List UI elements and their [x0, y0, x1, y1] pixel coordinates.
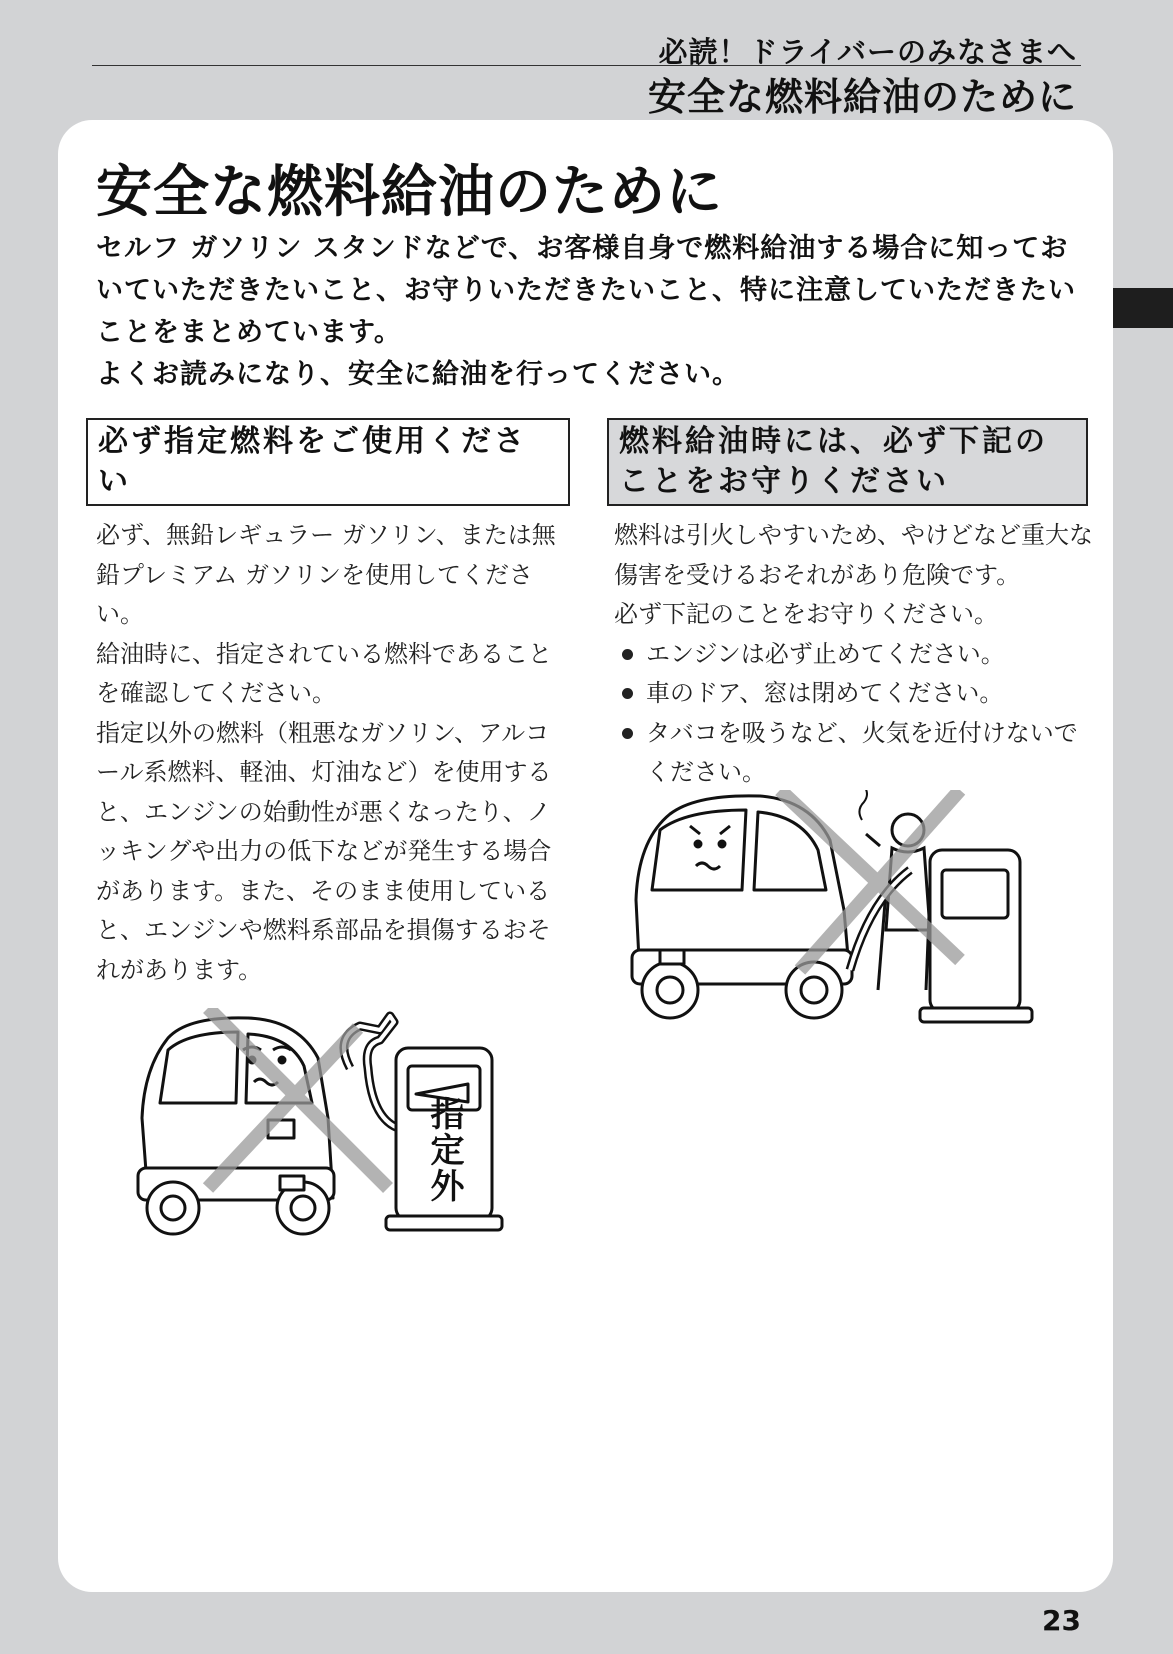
fuel-type-paragraph-3: 指定以外の燃料（粗悪なガソリン、アルコール系燃料、軽油、灯油など）を使用すると、エンジンの始動性が悪くなったり、ノッキングや出力の低下などが発生する場合があります。また、そのまま使用していると、エンジンや燃料系部品を損傷するおそれがあります。 [96, 718, 552, 984]
fuel-type-paragraph-1: 必ず、無鉛レギュラー ガソリン、または無鉛プレミアム ガソリンを使用してください。 [96, 521, 556, 628]
refuel-rules-paragraph-2: 必ず下記のことをお守りください。 [614, 600, 998, 628]
fuel-type-paragraph-2: 給油時に、指定されている燃料であることを確認してください。 [96, 639, 552, 707]
refuel-rule-item: エンジンは必ず止めてください。 [614, 635, 1094, 675]
intro-paragraph: セルフ ガソリン スタンドなどで、お客様自身で燃料給油する場合に知っておいていただきたいこと、お守りいただきたいこと、特に注意していただきたいことをまとめています。 [96, 233, 1076, 348]
header-title: 安全な燃料給油のために [647, 75, 1077, 119]
worried-car-icon [138, 1018, 334, 1234]
fuel-type-body [96, 516, 566, 990]
no-smoking-refuel-illustration [630, 790, 1090, 1040]
refuel-rule-item: タバコを吸うなど、火気を近付けないでください。 [614, 714, 1094, 793]
refuel-rules-paragraph-1: 燃料は引火しやすいため、やけどなど重大な傷害を受けるおそれがあり危険です。 [614, 521, 1094, 589]
refuel-rule-item: 車のドア、窓は閉めてください。 [614, 674, 1094, 714]
fuel-pump-icon [344, 1016, 502, 1230]
wrong-fuel-illustration [128, 1008, 528, 1248]
intro-text [96, 228, 1086, 396]
section-heading-refuel-rules-label: 燃料給油時には、必ず下記のことをお守りください [619, 424, 1048, 499]
header-subtitle: 必読！ドライバーのみなさまへ [658, 35, 1077, 69]
section-heading-fuel-type-label: 必ず指定燃料をご使用ください [98, 424, 527, 499]
refuel-rules-body [614, 516, 1094, 793]
chapter-tab-marker [1113, 288, 1173, 328]
section-heading-fuel-type [86, 418, 570, 506]
intro-paragraph-2: よくお読みになり、安全に給油を行ってください。 [96, 359, 740, 390]
page-number: 23 [1042, 1604, 1081, 1637]
section-heading-refuel-rules [607, 418, 1088, 506]
pump-label: 指定外 [424, 1096, 464, 1204]
refuel-rules-list [614, 635, 1094, 793]
page-title: 安全な燃料給油のために [96, 160, 723, 225]
